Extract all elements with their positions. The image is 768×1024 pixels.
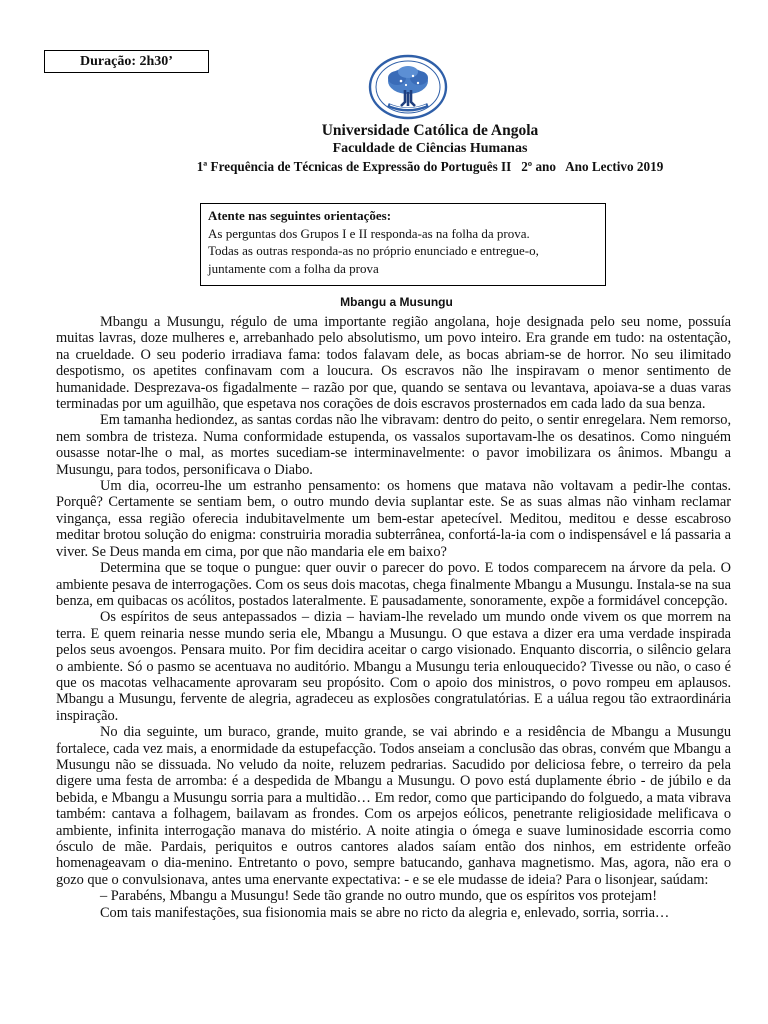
duration-box — [44, 50, 209, 73]
faculty-name: Faculdade de Ciências Humanas — [332, 141, 528, 156]
instructions-title: Atente nas seguintes orientações: — [208, 208, 392, 223]
duration-label: Duração: 2h30’ — [80, 54, 173, 69]
instruction-line: As perguntas dos Grupos I e II responda-as na folha da prova. — [208, 225, 530, 241]
story-title: Mbangu a Musungu — [340, 295, 453, 309]
story-paragraph: – Parabéns, Mbangu a Musungu! Sede tão grande no outro mundo, que os espíritos vos protejam! — [100, 888, 657, 905]
university-name: Universidade Católica de Angola — [321, 122, 539, 139]
university-crest-tree-icon — [368, 54, 448, 120]
document-header — [100, 121, 760, 176]
story-paragraph: Os espíritos de seus antepassados – dizia – haviam-lhe revelado um mundo onde vivem os que morrem na terra. E quem reinaria nesse mundo seria ele, Mbangu a Musungu. O que estava a dizer era uma verdade inspirada pelos seus avoengos. Pensara muito. Por fim decidira aceitar o cargo visionado. Enquanto discorria, o silêncio gelara o ambiente. Só o pasmo se acentuava no auditório. Mbangu a Musungu teria enlouquecido? Tivesse ou não, o caso é que os macotas velhacamente aprovaram seu propósito. Com o apoio dos ministros, o povo rompeu em aplausos. Mbangu a Musungu, fervente de alegria, agradeceu as explosões congratulatórias. E a uálua regou tão extraordinária inspiração. — [56, 609, 731, 724]
instructions-box — [200, 203, 606, 286]
exam-title: 1ª Frequência de Técnicas de Expressão do Português II 2º ano Ano Lectivo 2019 — [196, 159, 664, 174]
story-paragraph: No dia seguinte, um buraco, grande, muito grande, se vai abrindo e a residência de Mbangu a Musungu fortalece, cada vez mais, a enormidade da estupefacção. Todos anseiam a conclusão das obras, convém que Mbangu a Musungu não se dissuada. No veludo da noite, reluzem pedrarias. Sacudido por deliciosa febre, o terreiro da pela digere uma festa de arromba: é a despedida de Mbangu a Musungu. O povo está duplamente ébrio - de júbilo e da bebida, e Mbangu a Musungu sorria para a multidão… Em redor, como que participando do folguedo, a mata vibrava também: cantava a folhagem, bailavam as frondes. Com os arpejos eólicos, penetrante religiosidade melificava o ambiente, infinita interrogação manava do mistério. A noite atingia o ómega e suave luminosidade escorria como ósculo de mãe. Pardais, periquitos e outros cantores alados saíam então dos ninhos, em estridente orfeão homenageavam o dia-menino. Entretanto o povo, sempre batucando, ganhava magnetismo. Mas, agora, não era o gozo que o convulsionava, antes uma enervante expectativa: - e se ele mudasse de ideia? Para o lisonjear, saúdam: — [56, 724, 731, 888]
story-paragraph: Em tamanha hediondez, as santas cordas não lhe vibravam: dentro do peito, o sentir enregelara. Nem remorso, nem sombra de tristeza. Numa conformidade estupenda, os vassalos suportavam-lhe os desatinos. Como ninguém ousasse notar-lhe o mal, as mortes sucediam-se interminavelmente: o pavor imobilizara os ânimos. Mbangu a Musungu, para todos, personificava o Diabo. — [56, 412, 731, 478]
instruction-line: juntamente com a folha da prova — [208, 260, 379, 276]
story-paragraph: Determina que se toque o pungue: quer ouvir o parecer do povo. E todos comparecem na árvore da pela. O ambiente pesava de interrogações. Com os seus dois macotas, chega finalmente Mbangu a Musungu. Instala-se na sua benza, em quibacas os acólitos, postados lateralmente. E pausadamente, sonoramente, expõe a formidável concepção. — [56, 560, 731, 609]
story-paragraph: Mbangu a Musungu, régulo de uma importante região angolana, hoje designada pelo seu nome, possuía muitas lavras, doze mulheres e, arrebanhado pelo absolutismo, um povo inteiro. Era grande em tudo: na ostentação, na crueldade. O seu poderio irradiava fama: todos falavam dele, as bocas abriam-se de horror. No seu ilimitado despotismo, os apetites confinavam com a loucura. Os escravos não lhe inspiravam o menor sentimento de humanidade. Desprezava-os figadalmente – razão por que, quando se sentava ou levantava, apoiava-se a duas varas terminadas por um aguilhão, que espetava nos corações de dois escravos prosternados em cada lado da sua benza. — [56, 314, 731, 413]
instruction-line: Todas as outras responda-as no próprio enunciado e entregue-o, — [208, 243, 539, 258]
story-paragraph: Um dia, ocorreu-lhe um estranho pensamento: os homens que matava não voltavam a pedir-lhe contas. Porquê? Certamente se sentiam bem, o outro mundo devia suplantar este. Se as suas almas não vinham reclamar vingança, essa região oferecia indubitavelmente um bem-estar apetecível. Meditou, meditou e desse escabroso meditar brotou solução do enigma: construiria moradia subterrânea, confortá-la-ia com o indispensável e lá passaria a viver. Se Deus manda em cima, por que não mandaria ele em baixo? — [56, 478, 731, 560]
story-paragraph: Com tais manifestações, sua fisionomia mais se abre no ricto da alegria e, enlevado, sorria, sorria… — [100, 904, 670, 921]
story-body — [56, 314, 731, 921]
